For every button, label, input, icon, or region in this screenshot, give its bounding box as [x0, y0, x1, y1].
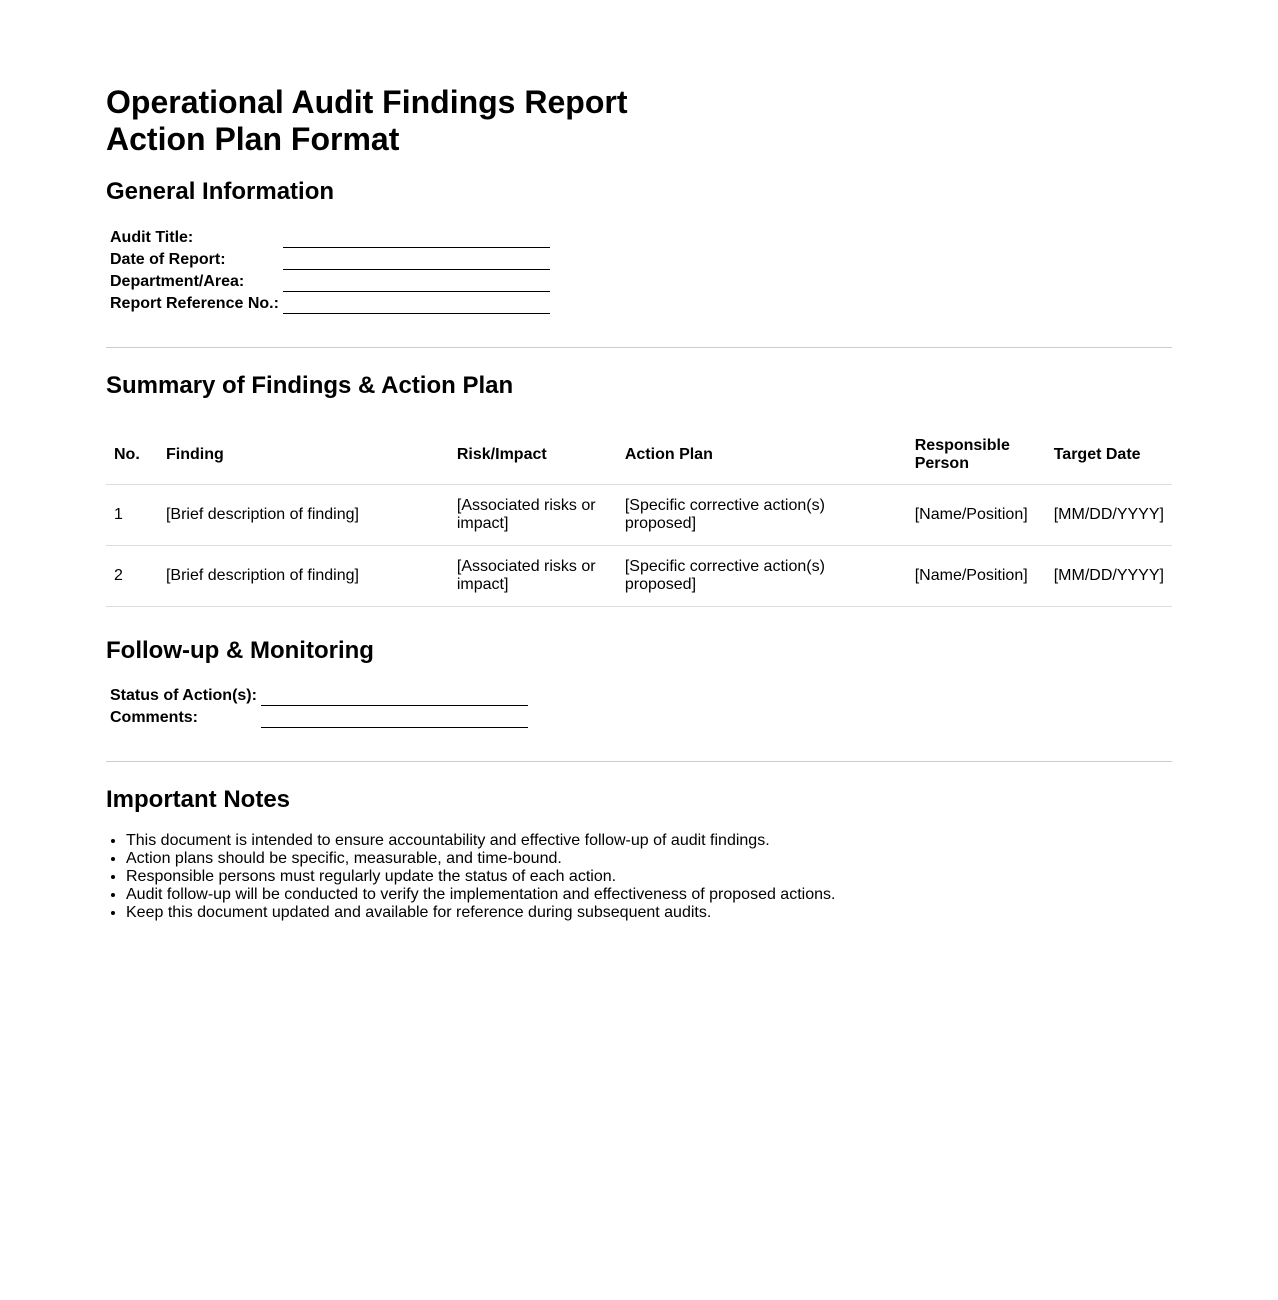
general-information-fields: [107, 226, 553, 316]
column-header-finding: Finding: [158, 426, 449, 485]
department-area-label: Department/Area:: [110, 273, 245, 290]
followup-heading: Follow-up & Monitoring: [106, 637, 374, 664]
list-item: • Responsible persons must regularly update the status of each action.: [126, 868, 835, 886]
department-area-field[interactable]: [283, 274, 550, 292]
column-header-responsible-person: Responsible Person: [907, 426, 1046, 485]
general-information-heading: General Information: [106, 178, 335, 205]
findings-header-row: [106, 426, 1172, 485]
document-title-line-2: Action Plan Format: [106, 121, 400, 157]
audit-title-label: Audit Title:: [110, 229, 194, 246]
report-reference-label: Report Reference No.:: [110, 295, 279, 312]
status-of-actions-row: [109, 686, 529, 706]
followup-fields: [107, 684, 531, 730]
cell-target-date: [MM/DD/YYYY]: [1046, 485, 1172, 546]
column-header-risk-impact: Risk/Impact: [449, 426, 617, 485]
column-header-action-plan: Action Plan: [617, 426, 907, 485]
audit-title-row: [109, 228, 551, 248]
important-notes-heading: Important Notes: [106, 786, 291, 813]
status-of-actions-label: Status of Action(s):: [110, 687, 257, 704]
document-title: [106, 84, 627, 158]
date-of-report-label: Date of Report:: [110, 251, 226, 268]
cell-no: 1: [106, 485, 158, 546]
table-row: [106, 485, 1172, 546]
cell-action-plan: [Specific corrective action(s) proposed]: [617, 485, 907, 546]
report-reference-row: [109, 294, 551, 314]
comments-row: [109, 708, 529, 728]
status-of-actions-field[interactable]: [261, 688, 528, 706]
audit-title-field[interactable]: [283, 230, 550, 248]
column-header-no: No.: [106, 426, 158, 485]
date-of-report-row: [109, 250, 551, 270]
cell-finding: [Brief description of finding]: [158, 546, 449, 607]
comments-label: Comments:: [110, 709, 199, 726]
column-header-target-date: Target Date: [1046, 426, 1172, 485]
list-item: • Action plans should be specific, measurable, and time-bound.: [126, 850, 835, 868]
cell-risk-impact: [Associated risks or impact]: [449, 485, 617, 546]
table-row: [106, 546, 1172, 607]
cell-no: 2: [106, 546, 158, 607]
cell-finding: [Brief description of finding]: [158, 485, 449, 546]
important-notes-list: [106, 832, 835, 922]
document-title-line-1: Operational Audit Findings Report: [106, 84, 628, 120]
cell-action-plan: [Specific corrective action(s) proposed]: [617, 546, 907, 607]
cell-responsible-person: [Name/Position]: [907, 546, 1046, 607]
cell-responsible-person: [Name/Position]: [907, 485, 1046, 546]
list-item: • Keep this document updated and available for reference during subsequent audits.: [126, 904, 835, 922]
date-of-report-field[interactable]: [283, 252, 550, 270]
section-divider: [106, 761, 1172, 762]
department-area-row: [109, 272, 551, 292]
findings-table: [106, 426, 1172, 607]
cell-risk-impact: [Associated risks or impact]: [449, 546, 617, 607]
section-divider: [106, 347, 1172, 348]
list-item: • This document is intended to ensure accountability and effective follow-up of audit findings.: [126, 832, 835, 850]
cell-target-date: [MM/DD/YYYY]: [1046, 546, 1172, 607]
summary-heading: Summary of Findings & Action Plan: [106, 372, 514, 399]
report-reference-field[interactable]: [283, 296, 550, 314]
list-item: • Audit follow-up will be conducted to verify the implementation and effectiveness of proposed actions.: [126, 886, 835, 904]
comments-field[interactable]: [261, 710, 528, 728]
